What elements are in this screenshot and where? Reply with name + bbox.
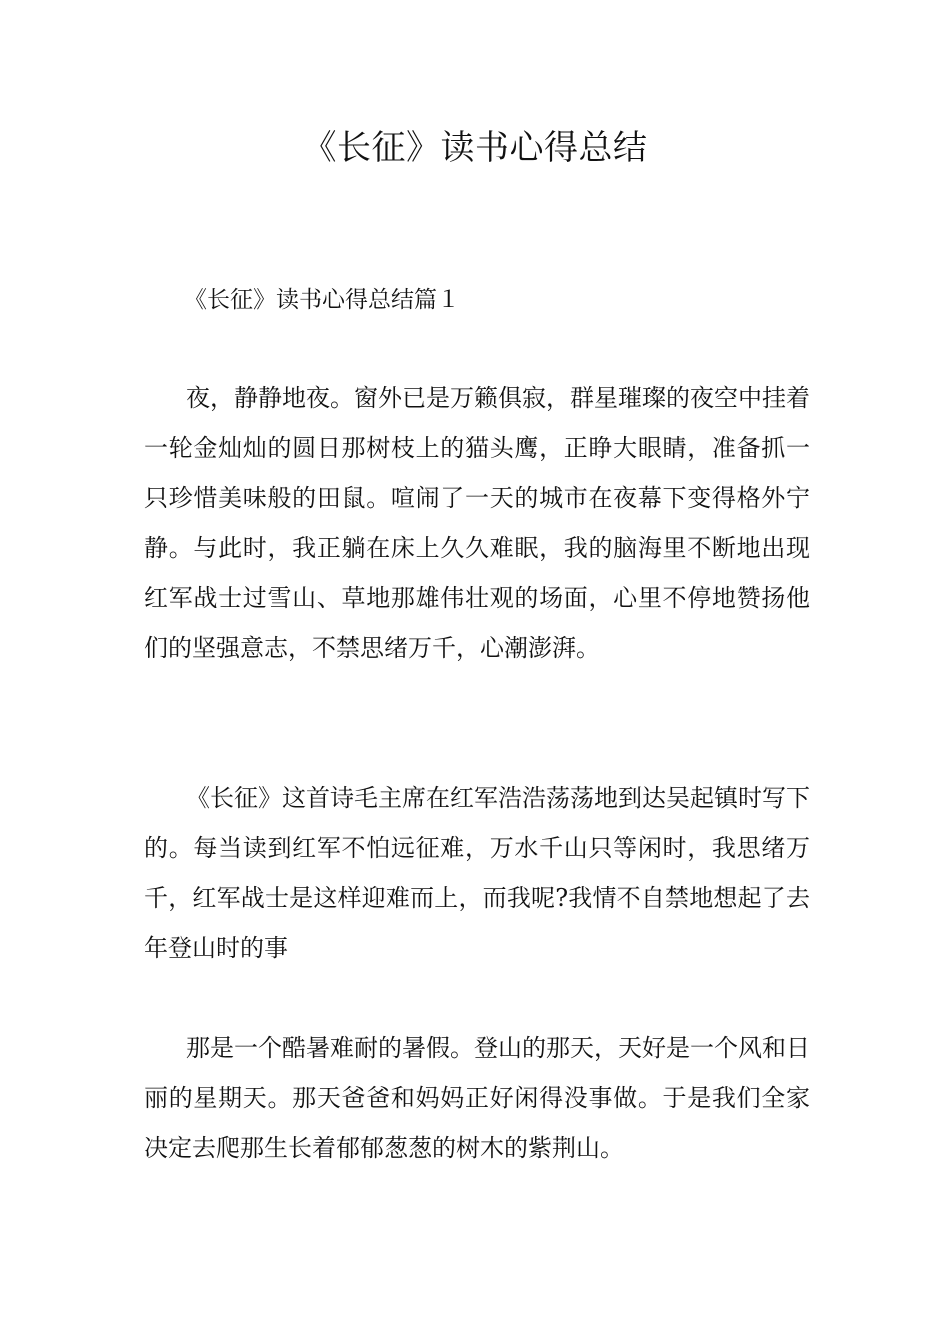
section-heading: 《长征》读书心得总结篇１ [184, 287, 460, 313]
paragraph: 夜，静静地夜。窗外已是万籁俱寂，群星璀璨的夜空中挂着一轮金灿灿的圆日那树枝上的猫头鹰，正睁大眼睛，准备抓一只珍惜美味般的田鼠。喧闹了一天的城市在夜幕下变得格外宁静。与此时，我正躺在床上久久难眠，我的脑海里不断地出现红军战士过雪山、草地那雄伟壮观的场面，心里不停地赞扬他们的坚强意志，不禁思绪万千，心潮澎湃。 [144, 384, 810, 662]
paragraph: 《长征》这首诗毛主席在红军浩浩荡荡地到达吴起镇时写下的。每当读到红军不怕远征难，万水千山只等闲时，我思绪万千，红军战士是这样迎难而上，而我呢?我情不自禁地想起了去年登山时的事 [144, 784, 810, 962]
document-title: 《长征》读书心得总结 [302, 128, 648, 168]
paragraph: 那是一个酷暑难耐的暑假。登山的那天，天好是一个风和日丽的星期天。那天爸爸和妈妈正好闲得没事做。于是我们全家决定去爬那生长着郁郁葱葱的树木的紫荆山。 [144, 1034, 810, 1162]
